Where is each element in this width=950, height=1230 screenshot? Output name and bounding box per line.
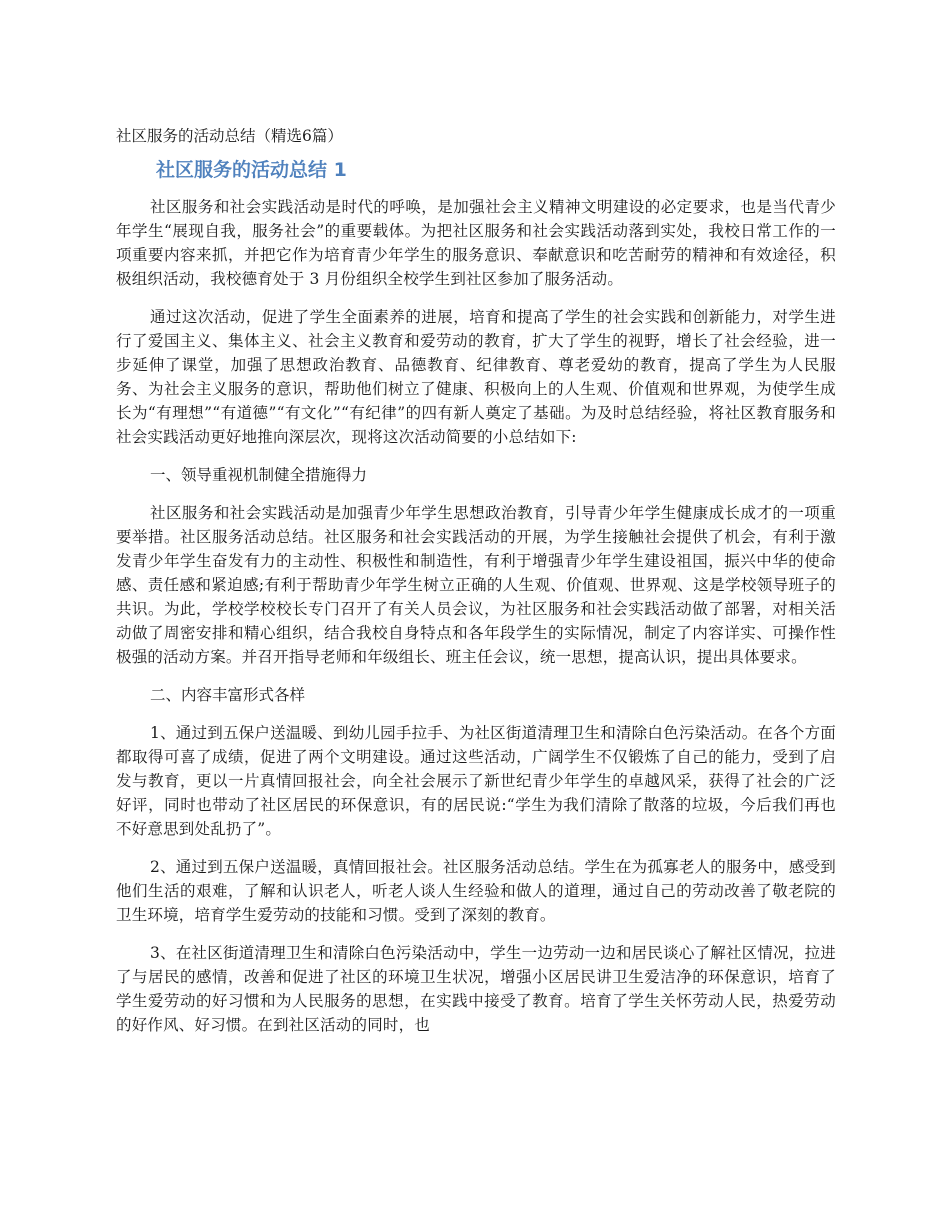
paragraph-outcomes: 通过这次活动，促进了学生全面素养的进展，培育和提高了学生的社会实践和创新能力，对学生进行了爱国主义、集体主义、社会主义教育和爱劳动的教育，扩大了学生的视野，增长了社会经验，进一步延伸了课堂，加强了思想政治教育、品德教育、纪律教育、尊老爱幼的教育，提高了学生为人民服务、为社会主义服务的意识，帮助他们树立了健康、积极向上的人生观、价值观和世界观，为使学生成长为“有理想”“有道德”“有文化”“有纪律”的四有新人奠定了基础。为及时总结经验，将社区教育服务和社会实践活动更好地推向深层次，现将这次活动简要的小总结如下: bbox=[116, 308, 836, 446]
subheading-leadership: 一、领导重视机制健全措施得力 bbox=[150, 466, 368, 484]
document-title: 社区服务的活动总结（精选6篇） bbox=[116, 127, 343, 145]
paragraph-item-2: 2、通过到五保户送温暖，真情回报社会。社区服务活动总结。学生在为孤寡老人的服务中，感受到他们生活的艰难，了解和认识老人，听老人谈人生经验和做人的道理，通过自己的劳动改善了敬老院的卫生环境，培育学生爱劳动的技能和习惯。受到了深刻的教育。 bbox=[116, 858, 836, 924]
section-heading: 社区服务的活动总结 1 bbox=[156, 159, 347, 181]
paragraph-item-3: 3、在社区街道清理卫生和清除白色污染活动中，学生一边劳动一边和居民谈心了解社区情况，拉进了与居民的感情，改善和促进了社区的环境卫生状况，增强小区居民讲卫生爱洁净的环保意识，培育了学生爱劳动的好习惯和为人民服务的思想，在实践中接受了教育。培育了学生关怀劳动人民，热爱劳动的好作风、好习惯。在到社区活动的同时，也 bbox=[116, 944, 836, 1034]
paragraph-intro: 社区服务和社会实践活动是时代的呼唤，是加强社会主义精神文明建设的必定要求，也是当代青少年学生“展现自我，服务社会”的重要载体。为把社区服务和社会实践活动落到实处，我校日常工作的一项重要内容来抓，并把它作为培育青少年学生的服务意识、奉献意识和吃苦耐劳的精神和有效途径，积极组织活动，我校德育处于 3 月份组织全校学生到社区参加了服务活动。 bbox=[116, 198, 836, 288]
subheading-content: 二、内容丰富形式各样 bbox=[150, 686, 306, 704]
document-page bbox=[116, 124, 836, 1051]
paragraph-leadership: 社区服务和社会实践活动是加强青少年学生思想政治教育，引导青少年学生健康成长成才的一项重要举措。社区服务活动总结。社区服务和社会实践活动的开展，为学生接触社会提供了机会，有利于激发青少年学生奋发有力的主动性、积极性和制造性，有利于增强青少年学生建设祖国，振兴中华的使命感、责任感和紧迫感;有利于帮助青少年学生树立正确的人生观、价值观、世界观、这是学校领导班子的共识。为此，学校学校校长专门召开了有关人员会议，为社区服务和社会实践活动做了部署，对相关活动做了周密安排和精心组织，结合我校自身特点和各年段学生的实际情况，制定了内容详实、可操作性极强的活动方案。并召开指导老师和年级组长、班主任会议，统一思想，提高认识，提出具体要求。 bbox=[116, 504, 836, 666]
paragraph-item-1: 1、通过到五保户送温暖、到幼儿园手拉手、为社区街道清理卫生和清除白色污染活动。在各个方面都取得可喜了成绩，促进了两个文明建设。通过这些活动，广阔学生不仅锻炼了自己的能力，受到了启发与教育，更以一片真情回报社会，向全社会展示了新世纪青少年学生的卓越风采，获得了社会的广泛好评，同时也带动了社区居民的环保意识，有的居民说:“学生为我们清除了散落的垃圾，今后我们再也不好意思到处乱扔了”。 bbox=[116, 724, 836, 838]
